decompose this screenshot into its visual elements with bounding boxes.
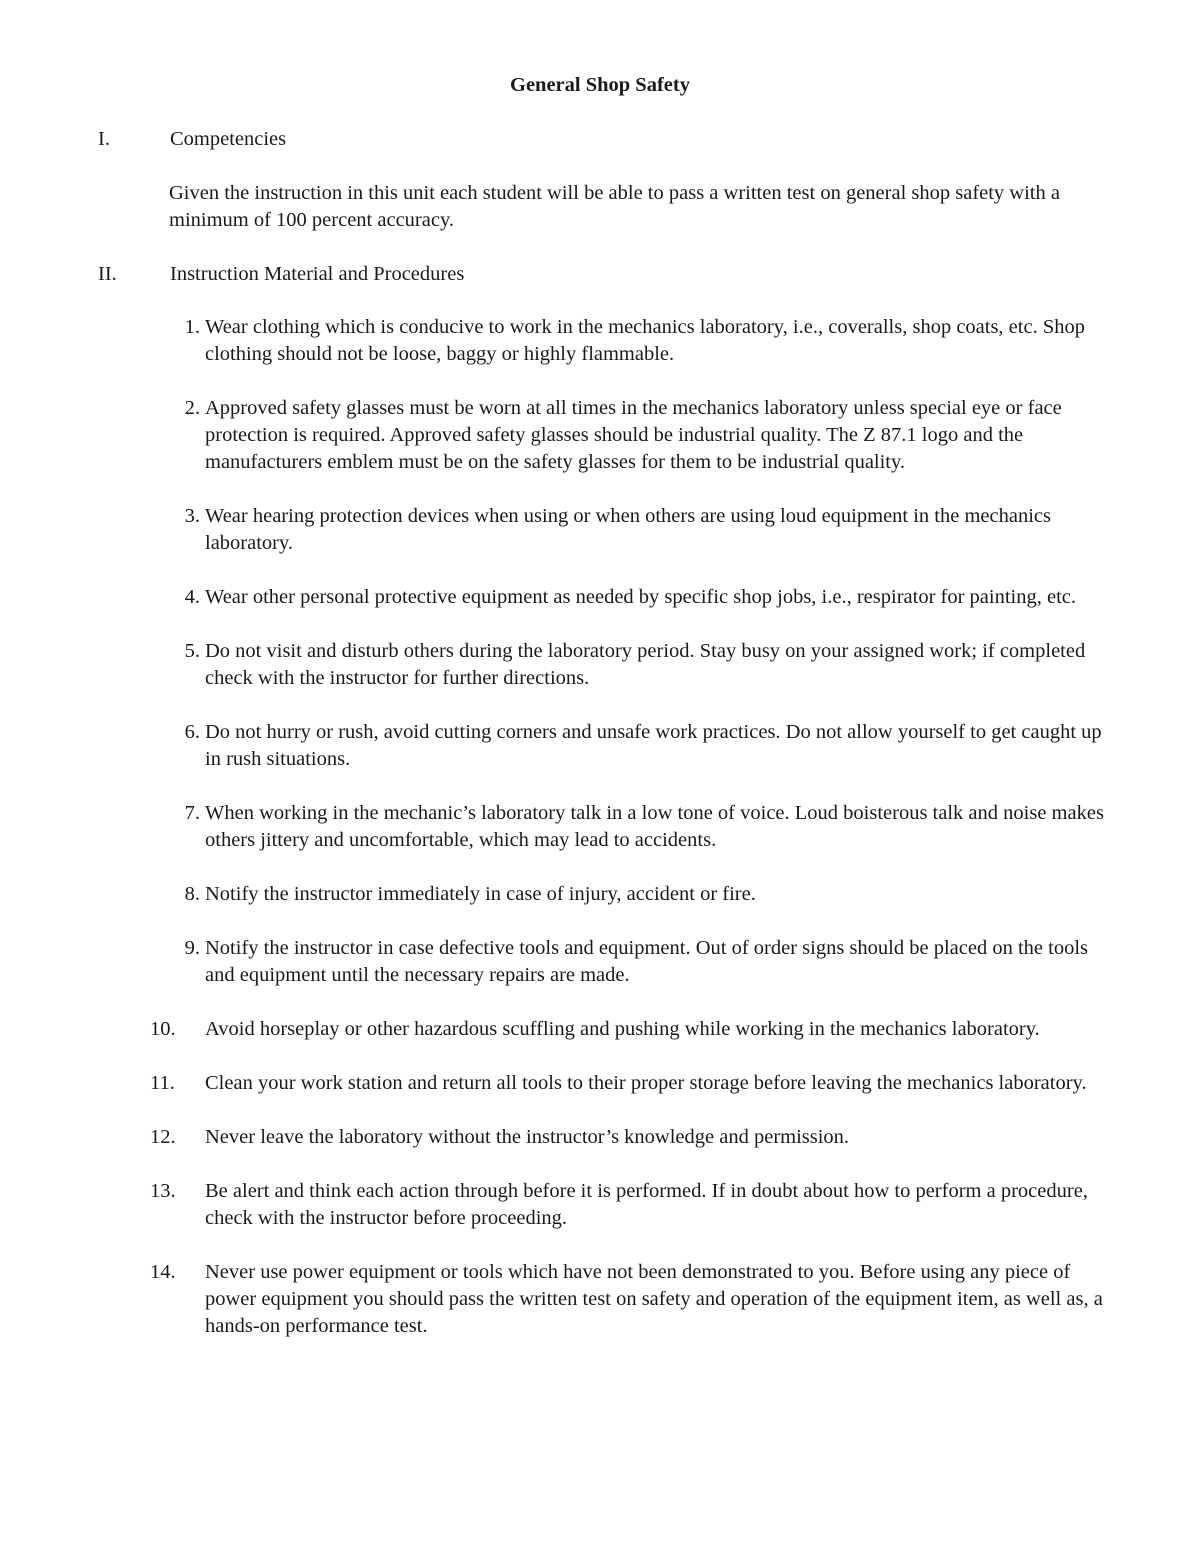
list-item <box>160 395 1120 476</box>
list-item <box>160 503 1120 557</box>
item-number: 4. <box>184 586 200 608</box>
item-text: Never use power equipment or tools which have not been demonstrated to you. Before using any piece of power equipment you should pass the written test on safety and operation of the equipment item, as well as, a hands-on performance test. <box>205 1261 1103 1337</box>
item-text: Clean your work station and return all tools to their proper storage before leaving the mechanics laboratory. <box>205 1072 1087 1094</box>
list-item <box>150 1016 1120 1043</box>
item-number: 13. <box>150 1180 176 1202</box>
section-numeral: II. <box>98 263 117 285</box>
item-text: Wear clothing which is conducive to work in the mechanics laboratory, i.e., coveralls, shop coats, etc. Shop clothing should not be loose, baggy or highly flammable. <box>205 316 1085 365</box>
list-item <box>160 584 1120 611</box>
competency-paragraph: Given the instruction in this unit each student will be able to pass a written test on general shop safety with a minimum of 100 percent accuracy. <box>169 182 1060 231</box>
procedure-list <box>150 314 1120 1367</box>
item-text: Do not visit and disturb others during the laboratory period. Stay busy on your assigned work; if completed check with the instructor for further directions. <box>205 640 1086 689</box>
item-number: 2. <box>184 397 200 419</box>
item-number: 3. <box>184 505 200 527</box>
item-number: 6. <box>184 721 200 743</box>
item-number: 9. <box>184 937 200 959</box>
item-text: Notify the instructor immediately in case of injury, accident or fire. <box>205 883 756 905</box>
list-item <box>150 1124 1120 1151</box>
section-title: Competencies <box>170 128 287 150</box>
section-heading-instruction <box>98 261 464 288</box>
item-text: Wear hearing protection devices when using or when others are using loud equipment in the mechanics laboratory. <box>205 505 1051 554</box>
list-item <box>160 638 1120 692</box>
list-item <box>160 935 1120 989</box>
item-text: Be alert and think each action through before it is performed. If in doubt about how to perform a procedure, check with the instructor before proceeding. <box>205 1180 1088 1229</box>
section-title: Instruction Material and Procedures <box>170 263 465 285</box>
document-title: General Shop Safety <box>510 74 690 96</box>
item-text: Wear other personal protective equipment as needed by specific shop jobs, i.e., respirator for painting, etc. <box>205 586 1077 608</box>
item-text: Approved safety glasses must be worn at all times in the mechanics laboratory unless special eye or face protection is required. Approved safety glasses should be industrial quality. The Z 87.1 logo and the manufacturers emblem must be on the safety glasses for them to be industrial quality. <box>205 397 1062 473</box>
item-number: 10. <box>150 1018 176 1040</box>
section-numeral: I. <box>98 128 110 150</box>
item-text: Notify the instructor in case defective tools and equipment. Out of order signs should be placed on the tools and equipment until the necessary repairs are made. <box>205 937 1089 986</box>
section-heading-competencies <box>98 126 286 153</box>
list-item <box>150 1259 1120 1340</box>
item-number: 11. <box>150 1072 175 1094</box>
list-item <box>150 1070 1120 1097</box>
list-item <box>150 1178 1120 1232</box>
item-number: 8. <box>184 883 200 905</box>
item-number: 1. <box>184 316 200 338</box>
list-item <box>160 719 1120 773</box>
list-item <box>160 881 1120 908</box>
item-number: 5. <box>184 640 200 662</box>
item-number: 7. <box>184 802 200 824</box>
list-item <box>160 314 1120 368</box>
item-number: 14. <box>150 1261 176 1283</box>
list-item <box>160 800 1120 854</box>
item-text: Avoid horseplay or other hazardous scuffling and pushing while working in the mechanics laboratory. <box>205 1018 1040 1040</box>
item-text: Do not hurry or rush, avoid cutting corners and unsafe work practices. Do not allow yourself to get caught up in rush situations. <box>205 721 1102 770</box>
item-number: 12. <box>150 1126 176 1148</box>
item-text: When working in the mechanic’s laboratory talk in a low tone of voice. Loud boisterous talk and noise makes others jittery and uncomfortable, which may lead to accidents. <box>205 802 1104 851</box>
item-text: Never leave the laboratory without the instructor’s knowledge and permission. <box>205 1126 850 1148</box>
